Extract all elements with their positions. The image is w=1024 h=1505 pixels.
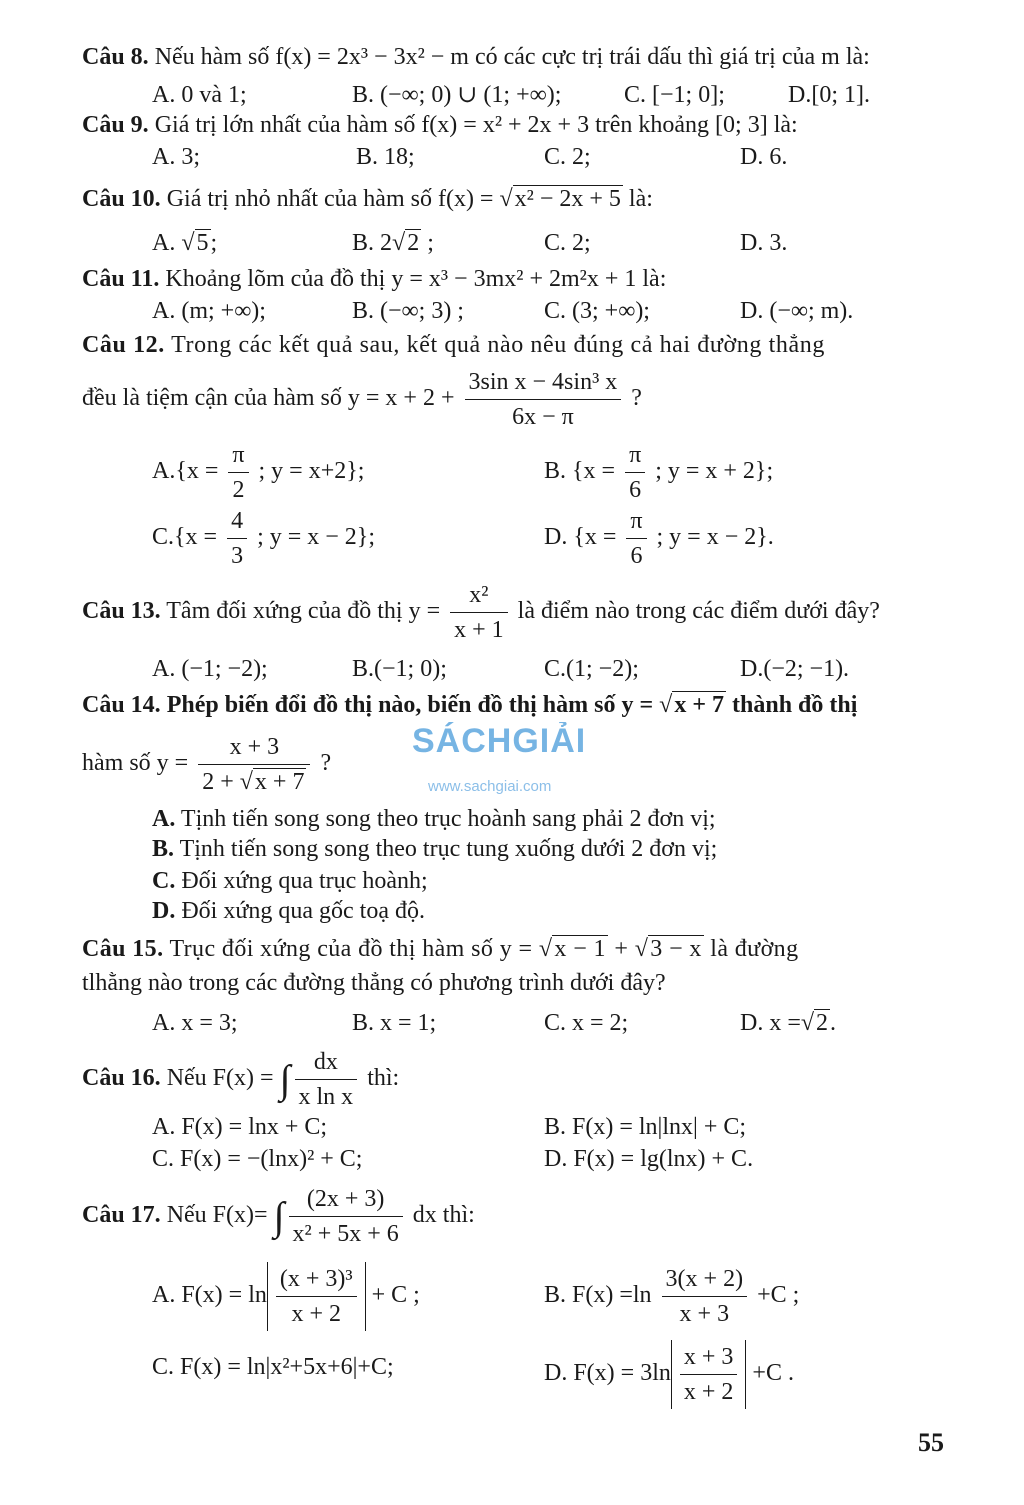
question-label: Câu 9. xyxy=(82,112,149,138)
numerator: π xyxy=(625,438,645,473)
option-a: A. 0 và 1; xyxy=(152,82,247,108)
question-17 xyxy=(82,1182,475,1251)
option-suffix: . xyxy=(830,1010,837,1036)
question-label: Câu 12. xyxy=(82,332,165,358)
option-c: C. x = 2; xyxy=(544,1010,629,1036)
numerator: dx xyxy=(295,1045,358,1080)
option-label: B. xyxy=(152,836,175,862)
denominator: 6 xyxy=(630,543,643,569)
fraction xyxy=(626,504,646,573)
fraction xyxy=(465,365,622,434)
question-label: Câu 13. xyxy=(82,598,161,625)
option-prefix: C.{x = xyxy=(152,524,218,551)
option-d xyxy=(544,504,774,573)
option-b xyxy=(544,1262,799,1331)
question-text: Khoảng lõm của đồ thị y = x³ − 3mx² + 2m²x + 1 là: xyxy=(165,266,667,292)
fraction xyxy=(295,1045,358,1114)
option-suffix: +C . xyxy=(752,1360,794,1387)
numerator: 3sin x − 4sin³ x xyxy=(465,365,622,400)
option-a: A. x = 3; xyxy=(152,1010,238,1036)
denominator: 2 xyxy=(232,477,245,503)
question-text: Nếu hàm số f(x) = 2x³ − 3x² − m có các cực trị trái dấu thì giá trị của m là: xyxy=(154,44,870,70)
question-9 xyxy=(82,110,798,140)
absolute-value xyxy=(267,1262,366,1331)
fraction xyxy=(289,1182,403,1251)
option-prefix: D. F(x) = 3ln xyxy=(544,1360,671,1387)
denominator: x² + 5x + 6 xyxy=(292,1221,399,1247)
denominator: 2 + √x + 7 xyxy=(202,769,305,795)
option-suffix: ; xyxy=(210,230,218,256)
denominator: x + 3 xyxy=(679,1301,730,1327)
option-text: Tịnh tiến song song theo trục hoành sang phải 2 đơn vị; xyxy=(180,806,716,832)
option-c: C. 2; xyxy=(544,144,591,170)
question-label: Câu 10. xyxy=(82,186,161,212)
option-d: D. 6. xyxy=(740,144,788,170)
option-d: D.[0; 1]. xyxy=(788,82,870,108)
option-b: B. 18; xyxy=(356,144,415,170)
question-text: Giá trị nhỏ nhất của hàm số f(x) = xyxy=(166,186,494,212)
integral-sign: ∫ xyxy=(273,1193,285,1239)
question-text: Giá trị lớn nhất của hàm số f(x) = x² + 2x + 3 trên khoảng [0; 3] là: xyxy=(154,112,798,138)
option-d: D. 3. xyxy=(740,230,788,256)
denominator: 3 xyxy=(231,543,244,569)
radicand: 2 xyxy=(816,1010,829,1036)
option-b xyxy=(544,438,773,507)
option-d: D. x =√2. xyxy=(740,1010,837,1036)
option-b xyxy=(152,834,717,864)
option-suffix: ; xyxy=(427,230,434,256)
fraction xyxy=(680,1340,738,1409)
radicand: 5 xyxy=(196,230,209,256)
option-a xyxy=(152,804,716,834)
option-suffix: ; y = x+2}; xyxy=(258,458,365,485)
option-a: A. (m; +∞); xyxy=(152,298,266,324)
option-c: C. (3; +∞); xyxy=(544,298,650,324)
option-suffix: ; y = x − 2}. xyxy=(656,524,774,551)
question-text-end: thì: xyxy=(367,1065,400,1092)
option-prefix: D. x = xyxy=(740,1010,801,1036)
question-text-end: thành đồ thị xyxy=(732,692,858,718)
watermark-logo: SÁCHGIẢI xyxy=(412,722,587,760)
question-text-end: là điểm nào trong các điểm dưới đây? xyxy=(517,598,880,625)
numerator: 3(x + 2) xyxy=(662,1262,748,1297)
question-11 xyxy=(82,264,666,294)
radicand: x + 7 xyxy=(674,692,725,718)
question-8 xyxy=(82,42,870,72)
option-suffix: ; y = x − 2}; xyxy=(257,524,375,551)
option-d: D. (−∞; m). xyxy=(740,298,854,324)
question-text: Trục đối xứng của đồ thị hàm số y = xyxy=(169,936,533,962)
option-label: D. xyxy=(152,898,176,924)
numerator: (x + 3)³ xyxy=(276,1262,357,1297)
option-c: C. F(x) = −(lnx)² + C; xyxy=(152,1146,363,1172)
option-prefix: A.{x = xyxy=(152,458,219,485)
question-label: Câu 17. xyxy=(82,1202,161,1229)
question-12 xyxy=(82,330,825,360)
question-label: Câu 14. xyxy=(82,692,161,718)
option-prefix: B. F(x) =ln xyxy=(544,1282,652,1309)
question-text: hàm số y = xyxy=(82,750,189,777)
denominator: x ln x xyxy=(298,1084,354,1110)
numerator: x² xyxy=(450,578,508,613)
option-b: B. F(x) = ln|lnx| + C; xyxy=(544,1114,747,1140)
integral-sign: ∫ xyxy=(279,1056,291,1102)
numerator: x + 3 xyxy=(198,730,310,765)
question-14-line2 xyxy=(82,730,331,799)
option-prefix: A. xyxy=(152,230,176,256)
question-label: Câu 16. xyxy=(82,1065,161,1092)
option-c xyxy=(152,866,428,896)
question-text: Trong các kết quả sau, kết quả nào nêu đúng cả hai đường thẳng xyxy=(171,332,825,358)
question-text: Nếu F(x) = xyxy=(166,1065,274,1092)
question-15-line2: tlhằng nào trong các đường thẳng có phương trình dưới đây? xyxy=(82,970,666,996)
option-text: Đối xứng qua gốc toạ độ. xyxy=(181,898,425,924)
question-text-end: là đường xyxy=(710,936,799,962)
radicand: 3 − x xyxy=(650,936,702,962)
plus-sign: + xyxy=(614,936,629,962)
numerator: 4 xyxy=(227,504,247,539)
option-suffix: + C ; xyxy=(371,1282,420,1309)
page-number: 55 xyxy=(918,1428,944,1457)
fraction xyxy=(625,438,645,507)
denominator-prefix: 2 + xyxy=(202,769,234,795)
fraction xyxy=(228,438,248,507)
option-text: Đối xứng qua trục hoành; xyxy=(181,868,428,894)
question-text-end: dx thì: xyxy=(412,1202,475,1229)
radicand: 2 xyxy=(407,230,420,256)
question-mark: ? xyxy=(320,750,332,777)
option-prefix: B. {x = xyxy=(544,458,616,485)
option-b: B. x = 1; xyxy=(352,1010,437,1036)
option-a: A. (−1; −2); xyxy=(152,656,268,682)
absolute-value xyxy=(671,1340,747,1409)
option-a: A. √5; xyxy=(152,230,218,256)
numerator: π xyxy=(626,504,646,539)
option-a xyxy=(152,438,364,507)
option-b: B.(−1; 0); xyxy=(352,656,447,682)
option-d: D.(−2; −1). xyxy=(740,656,850,682)
option-d xyxy=(544,1340,794,1409)
question-text: đều là tiệm cận của hàm số y = x + 2 + xyxy=(82,385,455,412)
option-label: C. xyxy=(152,868,176,894)
option-a: A. 3; xyxy=(152,144,200,170)
option-d: D. F(x) = lg(lnx) + C. xyxy=(544,1146,754,1172)
option-b: B. (−∞; 0) ∪ (1; +∞); xyxy=(352,82,562,108)
denominator: x + 2 xyxy=(683,1379,734,1405)
option-prefix: D. {x = xyxy=(544,524,617,551)
question-14: Câu 14. Phép biến đổi đồ thị nào, biến đồ thị hàm số y = √x + 7 thành đồ thị xyxy=(82,692,858,718)
question-text-end: là: xyxy=(628,186,653,212)
option-text: Tịnh tiến song song theo trục tung xuống dưới 2 đơn vị; xyxy=(179,836,718,862)
option-b: B. 2√2 ; xyxy=(352,230,434,256)
question-10: Câu 10. Giá trị nhỏ nhất của hàm số f(x) = √x² − 2x + 5 là: xyxy=(82,186,653,212)
question-label: Câu 15. xyxy=(82,936,164,962)
option-c: C. F(x) = ln|x²+5x+6|+C; xyxy=(152,1354,394,1380)
question-label: Câu 11. xyxy=(82,266,160,292)
option-suffix: ; y = x + 2}; xyxy=(655,458,774,485)
option-prefix: A. F(x) = ln xyxy=(152,1282,267,1309)
numerator: π xyxy=(228,438,248,473)
option-suffix: +C ; xyxy=(757,1282,800,1309)
fraction xyxy=(662,1262,748,1331)
question-text: Phép biến đổi đồ thị nào, biến đồ thị hàm số y = xyxy=(166,692,654,718)
fraction xyxy=(276,1262,357,1331)
option-a: A. F(x) = lnx + C; xyxy=(152,1114,328,1140)
denominator: x + 1 xyxy=(454,617,504,643)
question-text: Nếu F(x)= xyxy=(166,1202,268,1229)
option-c xyxy=(152,504,375,573)
question-mark: ? xyxy=(631,385,642,412)
denominator: 6 xyxy=(629,477,642,503)
question-13 xyxy=(82,578,880,647)
fraction xyxy=(450,578,508,647)
numerator: (2x + 3) xyxy=(289,1182,403,1217)
watermark-url: www.sachgiai.com xyxy=(428,778,552,795)
option-prefix: B. 2 xyxy=(352,230,393,256)
radicand: x + 7 xyxy=(254,769,305,795)
denominator: 6x − π xyxy=(512,404,574,430)
question-label: Câu 8. xyxy=(82,44,149,70)
question-16 xyxy=(82,1045,399,1114)
option-d xyxy=(152,896,425,926)
denominator: x + 2 xyxy=(291,1301,341,1327)
option-b: B. (−∞; 3) ; xyxy=(352,298,464,324)
question-12-line2 xyxy=(82,365,642,434)
option-c: C.(1; −2); xyxy=(544,656,639,682)
option-c: C. [−1; 0]; xyxy=(624,82,725,108)
fraction xyxy=(227,504,247,573)
radicand: x² − 2x + 5 xyxy=(514,186,621,212)
option-label: A. xyxy=(152,806,176,832)
numerator: x + 3 xyxy=(680,1340,738,1375)
fraction xyxy=(198,730,310,799)
question-15: Câu 15. Trục đối xứng của đồ thị hàm số y = √x − 1 + √3 − x là đường xyxy=(82,936,799,962)
question-text: Tâm đối xứng của đồ thị y = xyxy=(166,598,441,625)
option-a xyxy=(152,1262,420,1331)
radicand: x − 1 xyxy=(554,936,606,962)
option-c: C. 2; xyxy=(544,230,591,256)
